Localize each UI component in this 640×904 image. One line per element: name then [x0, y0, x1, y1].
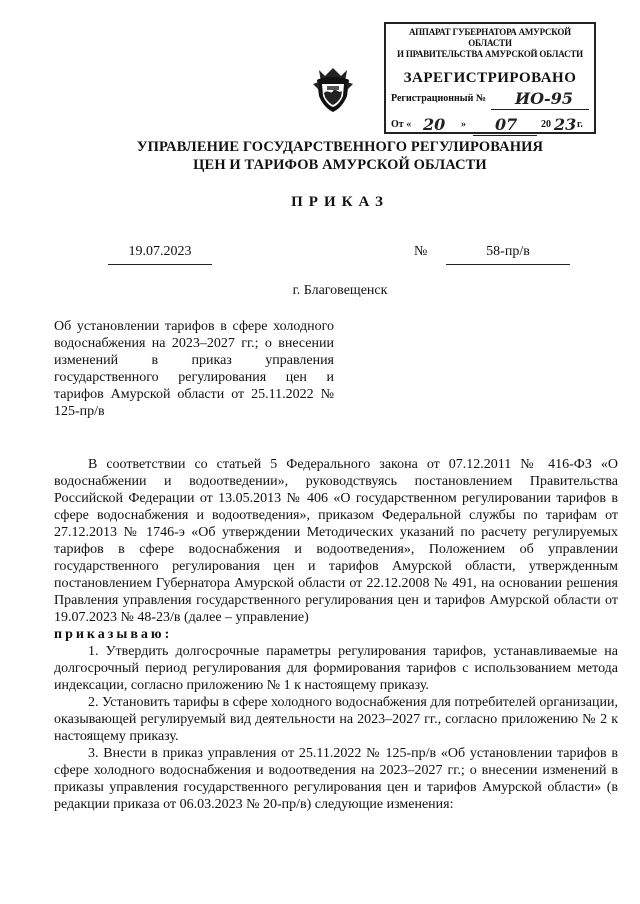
stamp-year-suffix: 23 — [554, 115, 577, 134]
stamp-year-prefix: 20 — [541, 119, 551, 130]
stamp-date-row — [391, 115, 589, 139]
order-subject: Об установлении тарифов в сфере холодного водоснабжения на 2023–2027 гг.; о внесении изменений в приказ управления государственного регулирования цен и тарифов Амурской области от 25.11.2022 № 125-пр/в — [54, 319, 334, 419]
item-2: 2. Установить тарифы в сфере холодного водоснабжения для потребителей организации, оказывающей регулируемый вид деятельности на 2023–2027 гг., согласно приложению № 2 к настоящему приказу. — [54, 695, 618, 744]
order-date: 19.07.2023 — [108, 244, 212, 265]
stamp-date-day: 20 — [423, 115, 446, 134]
order-body — [54, 456, 618, 813]
stamp-date-prefix: От « — [391, 119, 412, 130]
stamp-reg-label: Регистрационный № — [391, 93, 486, 104]
order-number: 58-пр/в — [446, 244, 570, 265]
item-1: 1. Утвердить долгосрочные параметры регулирования тарифов, устанавливаемые на долгосрочный период регулирования для формирования тарифов с использованием метода индексации, согласно приложению № 1 к настоящему приказу. — [54, 644, 618, 693]
stamp-line1: АППАРАТ ГУБЕРНАТОРА АМУРСКОЙ ОБЛАСТИ — [409, 27, 571, 48]
agency-name — [0, 138, 640, 174]
city: г. Благовещенск — [292, 283, 388, 298]
agency-line1: УПРАВЛЕНИЕ ГОСУДАРСТВЕННОГО РЕГУЛИРОВАНИЯ — [136, 139, 544, 155]
stamp-reg-number: ИО-95 — [515, 89, 573, 108]
order-number-label: № — [414, 244, 428, 259]
item-3: 3. Внести в приказ управления от 25.11.2022 № 125-пр/в «Об установлении тарифов в сфере холодного водоснабжения и водоотведения на 2023–2027 гг.; о внесении изменений в приказы управления государственного регулирования цен и тарифов Амурской области» (в редакции приказа от 06.03.2023 № 20-пр/в) следующие изменения: — [54, 746, 618, 812]
agency-line2: ЦЕН И ТАРИФОВ АМУРСКОЙ ОБЛАСТИ — [193, 157, 487, 173]
stamp-line2: И ПРАВИТЕЛЬСТВА АМУРСКОЙ ОБЛАСТИ — [397, 49, 583, 59]
preamble-paragraph: В соответствии со статьей 5 Федерального закона от 07.12.2011 № 416-ФЗ «О водоснабжении и водоотведении», руководствуясь постановлением Правительства Российской Федерации от 13.05.2013 № 406 «О государственном регулировании тарифов в сфере водоснабжения и водоотведения», приказом Федеральной службы по тарифам от 27.12.2013 № 1746-э «Об утверждении Методических указаний по расчету регулируемых тарифов в сфере водоснабжения и водоотведения», Положением об управлении государственного регулирования цен и тарифов Амурской области, утвержденным постановлением Губернатора Амурской области от 22.12.2008 № 491, на основании решения Правления управления государственного регулирования цен и тарифов Амурской области от 19.07.2023 № 48-23/в (далее – управление) — [54, 457, 618, 625]
coat-of-arms-icon — [313, 66, 353, 114]
document-type: ПРИКАЗ — [291, 194, 389, 210]
stamp-month-underline — [473, 135, 537, 136]
registration-stamp — [384, 22, 596, 134]
stamp-date-suffix: г. — [577, 119, 583, 130]
stamp-reg-row — [391, 89, 589, 113]
order-word: приказываю: — [54, 627, 173, 642]
stamp-date-month: 07 — [495, 115, 518, 134]
stamp-registered: ЗАРЕГИСТРИРОВАНО — [403, 70, 577, 86]
stamp-reg-underline — [491, 109, 589, 110]
stamp-date-mid: » — [461, 119, 466, 130]
